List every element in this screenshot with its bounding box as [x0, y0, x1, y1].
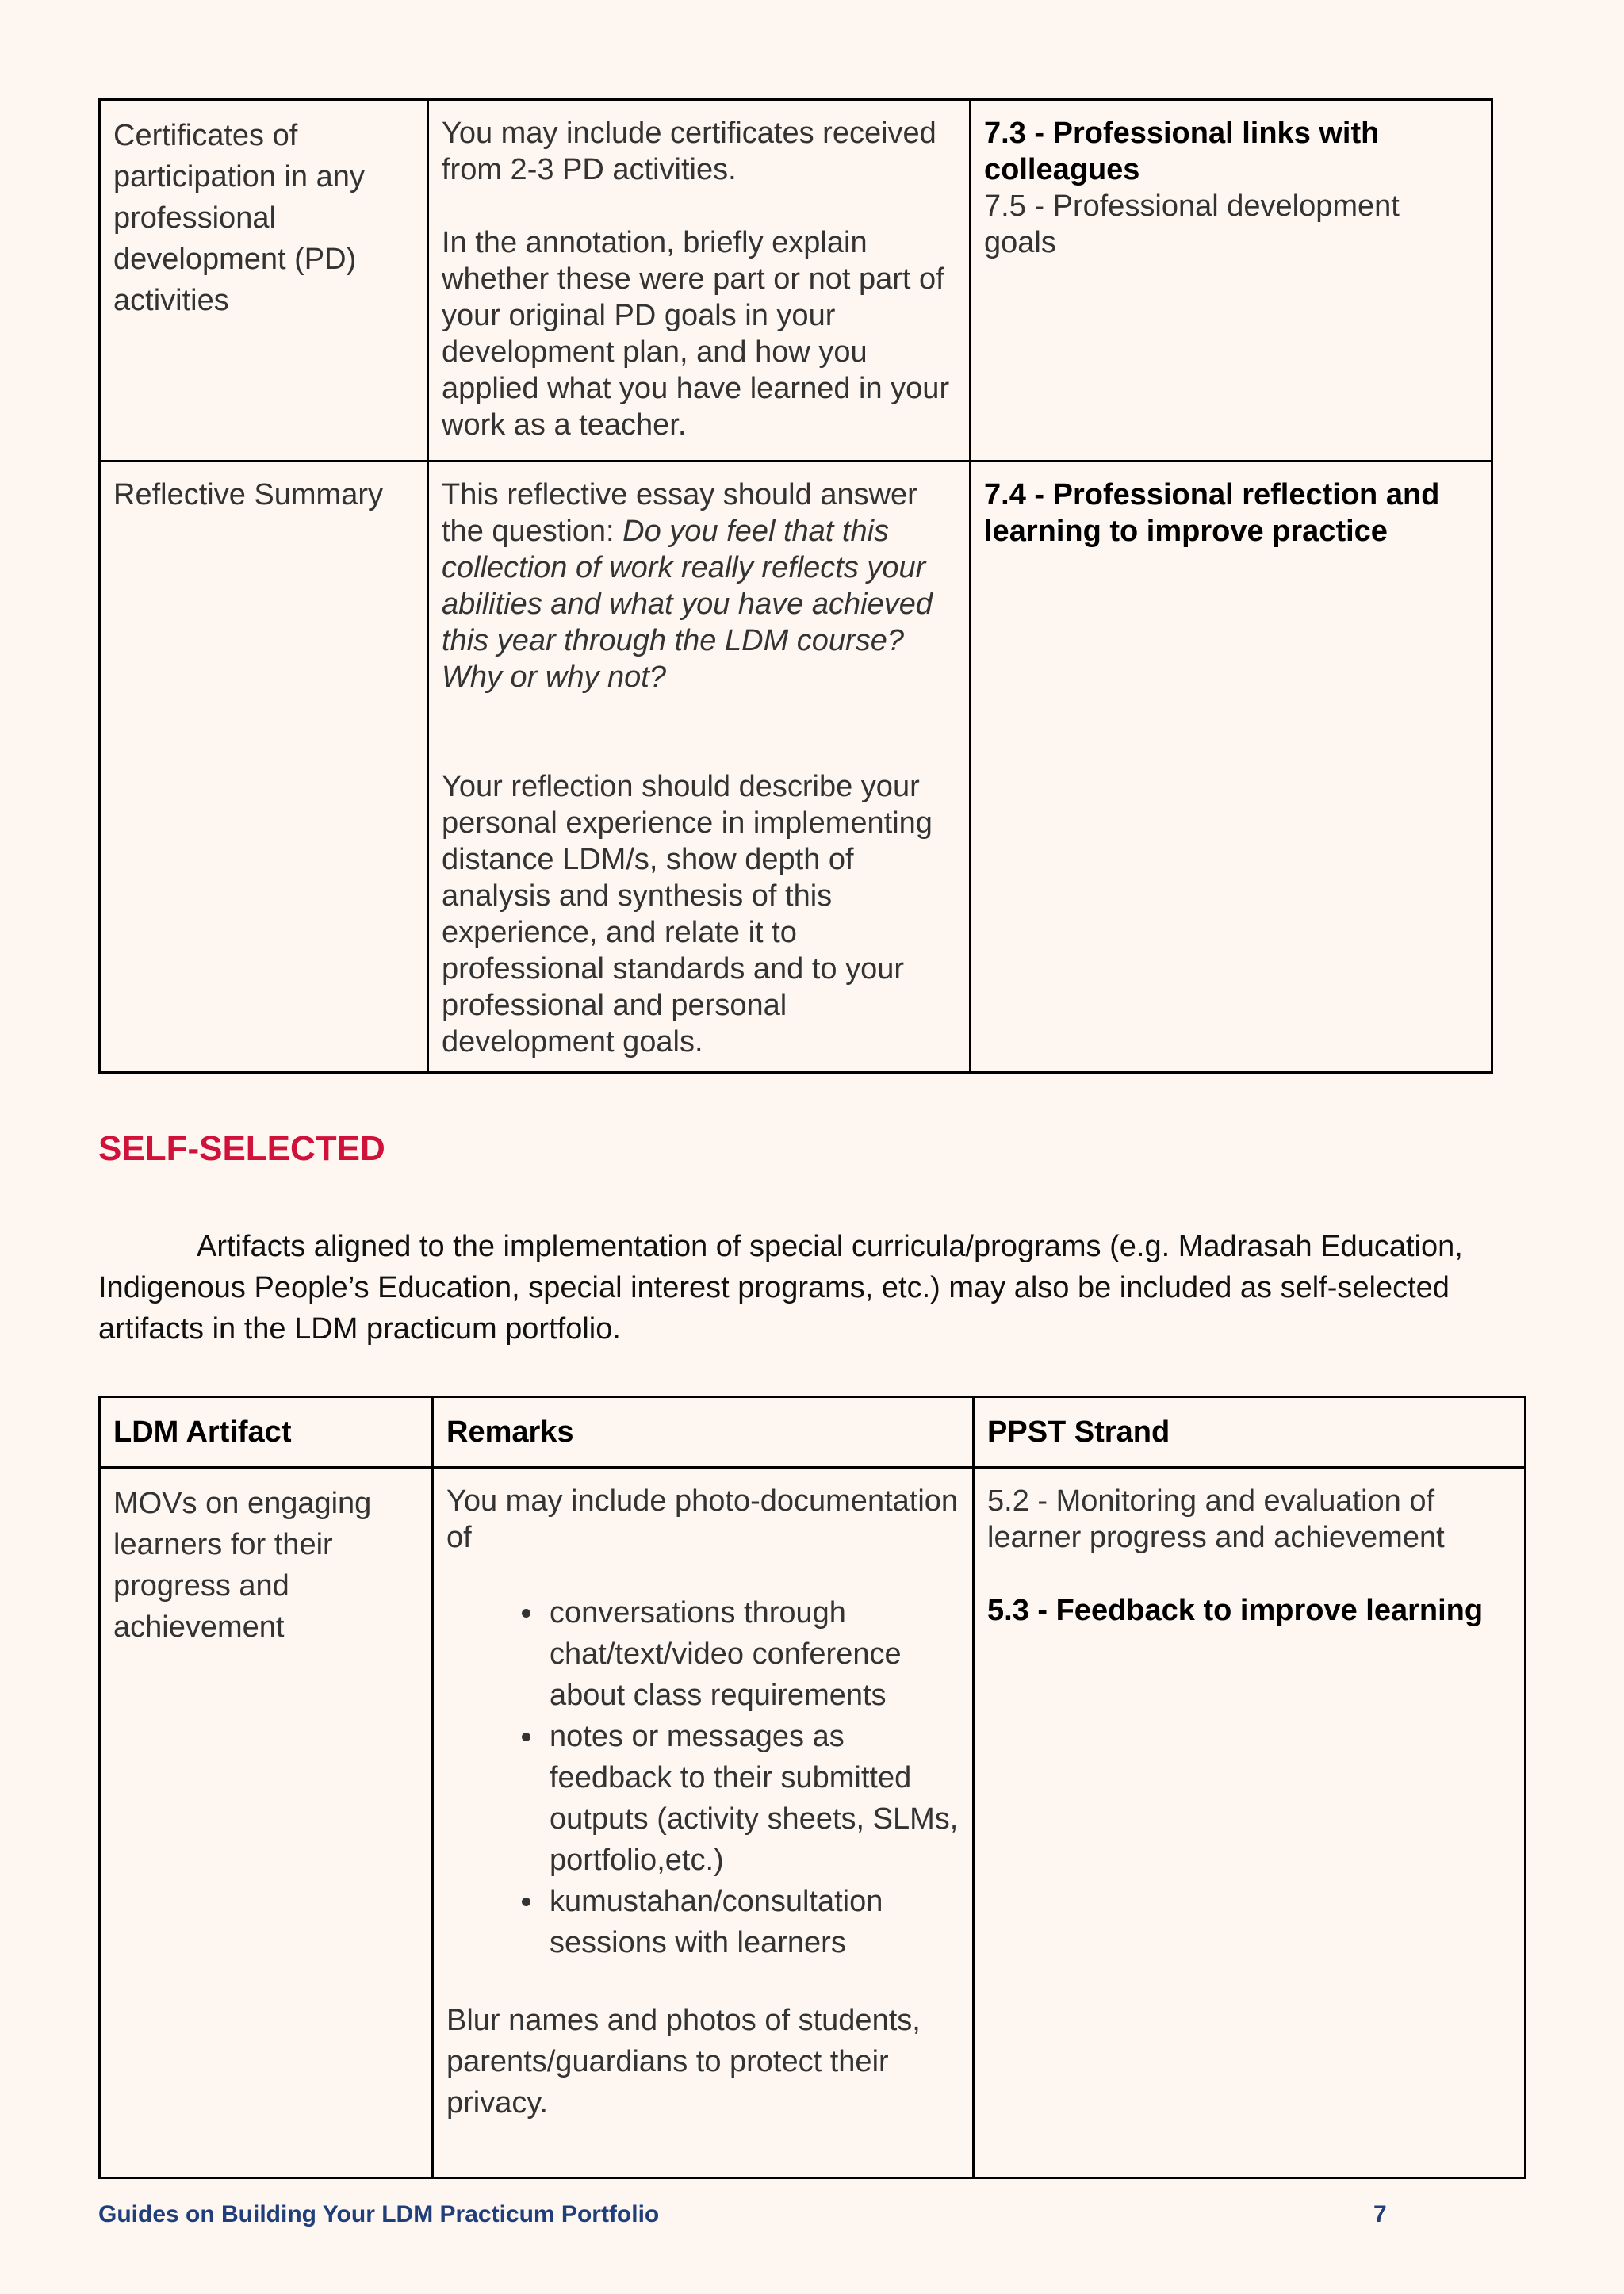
header-ppst-strand: PPST Strand: [974, 1397, 1526, 1468]
artifact-cell: [100, 1468, 433, 2178]
remarks-question: Do you feel that this collection of work really reflects your abilities and what you have achieved this year through the LDM course? Why or why not?: [442, 515, 933, 694]
table-header-row: [100, 1397, 1526, 1468]
remarks-intro: You may include photo-documentation of: [446, 1484, 959, 1554]
artifact-text: Reflective Summary: [113, 478, 383, 511]
remarks-paragraph: Your reflection should describe your personal experience in implementing distance LDM/s, show depth of analysis and synthesis of this experience, and relate it to professional standards and to your professional and personal development goals.: [442, 770, 933, 1059]
strand-cell: [971, 461, 1492, 1073]
page-number: 7: [1373, 2201, 1387, 2227]
list-item: • notes or messages as feedback to their submitted outputs (activity sheets, SLMs, portfolio,etc.): [545, 1716, 959, 1881]
remarks-bullet-list: [446, 1592, 959, 1963]
strand-normal: 5.2 - Monitoring and evaluation of learner progress and achievement: [987, 1484, 1445, 1554]
header-ldm-artifact: LDM Artifact: [100, 1397, 433, 1468]
remarks-cell: [428, 100, 971, 461]
remarks-cell: [428, 461, 971, 1073]
strand-bold: 7.4 - Professional reflection and learning to improve practice: [984, 478, 1440, 548]
strand-cell: [971, 100, 1492, 461]
remarks-outro: Blur names and photos of students, parents/guardians to protect their privacy.: [446, 2004, 921, 2120]
artifact-cell: [100, 461, 428, 1073]
section-title: SELF-SELECTED: [98, 1129, 385, 1168]
artifacts-table-continued: [98, 98, 1493, 1074]
strand-normal: 7.5 - Professional development goals: [984, 190, 1400, 259]
artifact-cell: [100, 100, 428, 461]
self-selected-table: [98, 1396, 1526, 2179]
artifact-text: MOVs on engaging learners for their progress and achievement: [113, 1487, 372, 1644]
remarks-paragraph: In the annotation, briefly explain whether these were part or not part of your original PD goals in your development plan, and how you applied what you have learned in your work as a teacher.: [442, 226, 950, 442]
section-intro: Artifacts aligned to the implementation of special curricula/programs (e.g. Madrasah Education, Indigenous People’s Education, special interest programs, etc.) may also be included as self-selected artifacts in the LDM practicum portfolio.: [98, 1230, 1463, 1346]
table-row: [100, 461, 1492, 1073]
list-item: • kumustahan/consultation sessions with learners: [545, 1881, 959, 1963]
remarks-question-lead: This reflective essay should answer the question:: [442, 478, 917, 548]
remarks-cell: [433, 1468, 974, 2178]
table-row: [100, 100, 1492, 461]
strand-bold: 5.3 - Feedback to improve learning: [987, 1594, 1484, 1627]
list-item: • conversations through chat/text/video conference about class requirements: [545, 1592, 959, 1716]
strand-bold: 7.3 - Professional links with colleagues: [984, 117, 1380, 186]
artifact-text: Certificates of participation in any professional development (PD) activities: [113, 119, 365, 317]
table-row: [100, 1468, 1526, 2178]
footer-title: Guides on Building Your LDM Practicum Portfolio: [98, 2201, 660, 2227]
header-remarks: Remarks: [433, 1397, 974, 1468]
remarks-paragraph: You may include certificates received from 2-3 PD activities.: [442, 117, 936, 186]
strand-cell: [974, 1468, 1526, 2178]
